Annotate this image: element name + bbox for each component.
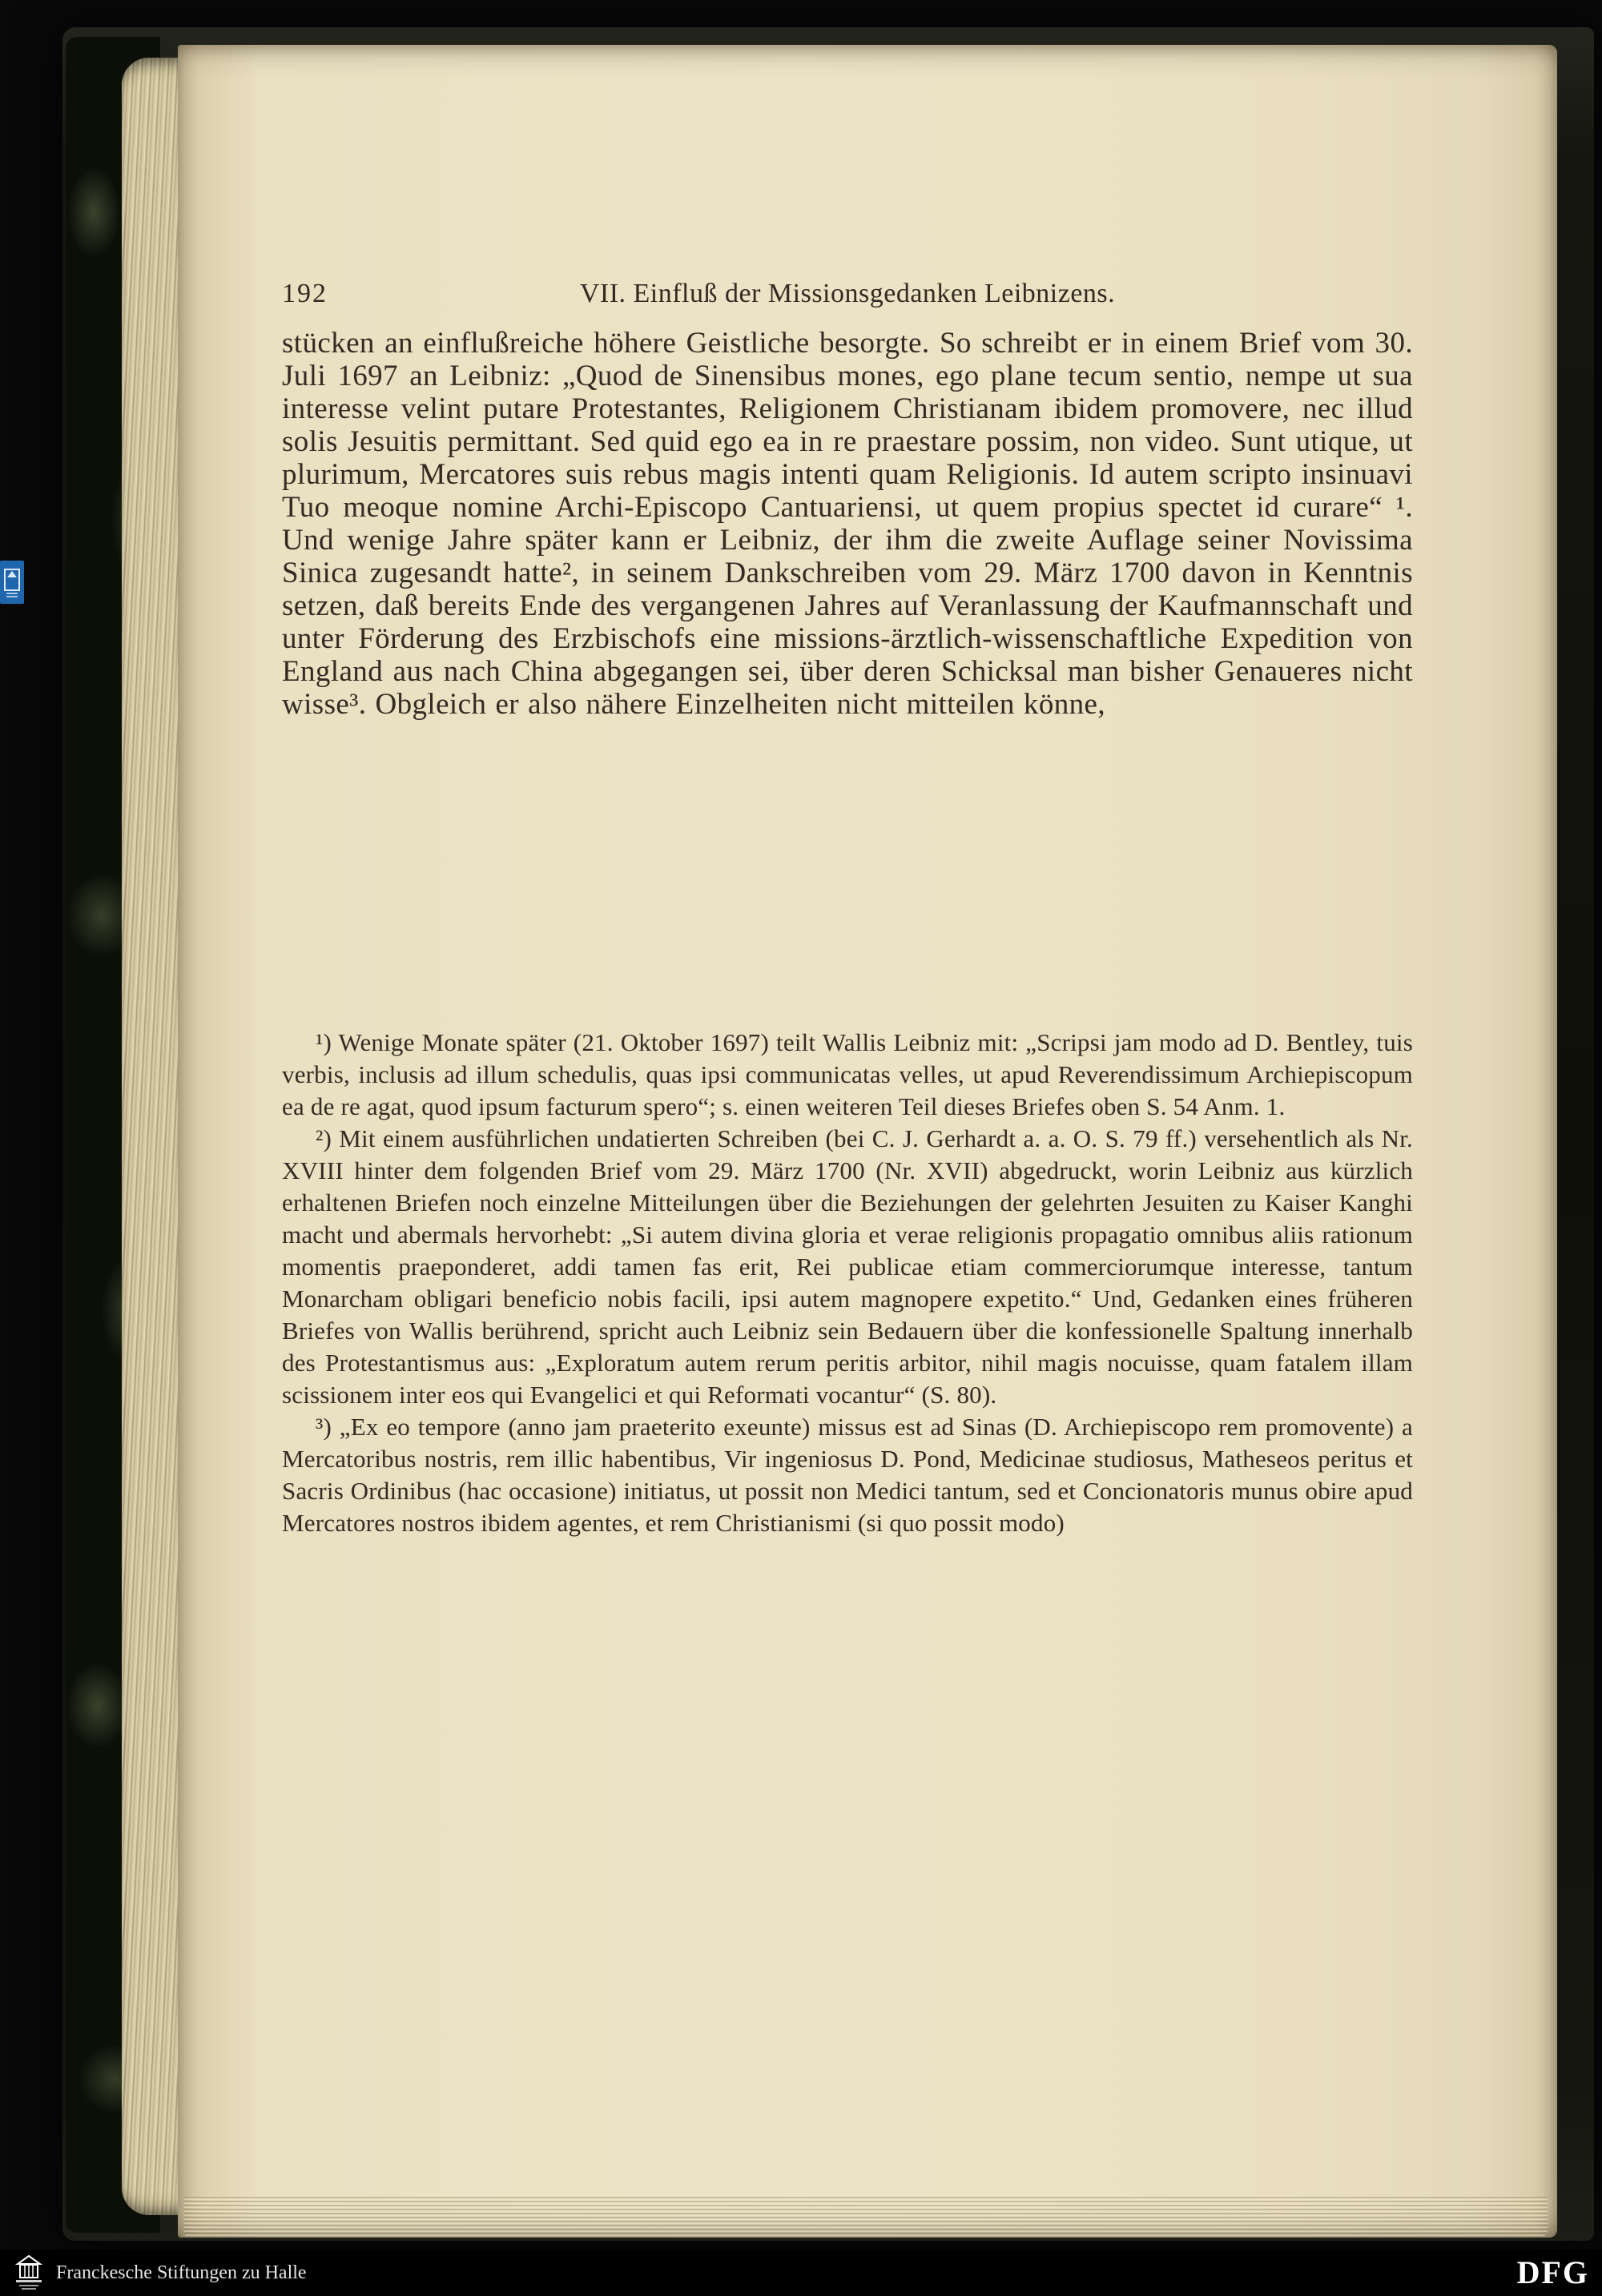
- footnote-1: ¹) Wenige Monate später (21. Oktober 1697) teilt Wallis Leibniz mit: „Scripsi jam modo ad D. Bentley, tuis verbis, inclusis ad illum schedulis, quas ipsi communicatas velles, ut apud Reverendissimum Archiepiscopum ea de re agat, quod ipsum facturum spero“; s. einen weiteren Teil dieses Briefes oben S. 54 Anm. 1.: [282, 1028, 1413, 1120]
- library-credit: [13, 2254, 307, 2291]
- page-edges-bottom: [184, 2196, 1548, 2238]
- dfg-logo: DFG: [1516, 2254, 1589, 2290]
- library-name: Franckesche Stiftungen zu Halle: [56, 2262, 307, 2283]
- running-header: VII. Einfluß der Missionsgedanken Leibnizens.: [579, 279, 1116, 308]
- page-number: 192: [282, 279, 328, 308]
- body-paragraph: stücken an einflußreiche höhere Geistliche besorgte. So schreibt er in einem Brief vom 30. Juli 1697 an Leibniz: „Quod de Sinensibus mones, ego plane tecum sentio, nempe ut sua interesse velint putare Protestantes, Religionem Christianam ibidem promovere, nec illud solis Jesuitis permittant. Sed quid ego ea in re praestare possim, non video. Sunt utique, ut plurimum, Mercatores suis rebus magis intenti quam Religionis. Id autem scripto insinuavi Tuo meoque nomine Archi-Episcopo Cantuariensi, ut quem propius spectet id curare“ ¹. Und wenige Jahre später kann er Leibniz, der ihm die zweite Auflage seiner Novissima Sinica zugesandt hatte², in seinem Dankschreiben vom 29. März 1700 davon in Kenntnis setzen, daß bereits Ende des vergangenen Jahres auf Veranlassung der Kaufmannschaft und unter Förderung des Erzbischofs eine missions-ärztlich-wissenschaftliche Expedition von England aus nach China abgegangen sei, über deren Schicksal man bisher Genaueres nicht wisse³. Obgleich er also nähere Einzelheiten nicht mitteilen könne,: [282, 327, 1413, 721]
- page-content: [282, 45, 1413, 2238]
- library-logo-icon: [13, 2254, 45, 2291]
- page-header-row: [282, 279, 1413, 314]
- footer-bar: [0, 2250, 1602, 2296]
- book-page: [178, 45, 1557, 2238]
- footnote-3: ³) „Ex eo tempore (anno jam praeterito exeunte) missus est ad Sinas (D. Archiepiscopo rem promovente) a Mercatoribus nostris, rem illic habentibus, Vir ingeniosus D. Pond, Medicinae studiosus, Matheseos peritus et Sacris Ordinibus (hac occasione) initiatus, ut possit non Medici tantum, sed et Concionatoris munus obire apud Mercatores nostros ibidem agentes, et rem Christianismi (si quo possit modo): [282, 1413, 1413, 1537]
- franckesche-watermark-icon: [0, 561, 24, 604]
- footnote-2: ²) Mit einem ausführlichen undatierten Schreiben (bei C. J. Gerhardt a. a. O. S. 79 ff.) versehentlich als Nr. XVIII hinter dem folgenden Brief vom 29. März 1700 (Nr. XVII) abgedruckt, worin Leibniz aus kürzlich erhaltenen Briefen noch einzelne Mitteilungen über die Beziehungen der gelehrten Jesuiten zu Kaiser Kanghi macht und abermals hervorhebt: „Si autem divina gloria et verae religionis propagatio omnibus aliis rationum momentis praeponderet, addi tamen fas erit, Rei publicae etiam commerciorumque interesse, tantum Monarcham obligari beneficio nobis facili, ipsi autem magnopere expetito.“ Und, Gedanken eines früheren Briefes von Wallis berührend, spricht auch Leibniz sein Bedauern über die konfessionelle Spaltung innerhalb des Protestantismus aus: „Exploratum autem rerum peritis arbitor, nihil magis nocuisse, quam fatalem illam scissionem inter eos qui Evangelici et qui Reformati vocantur“ (S. 80).: [282, 1124, 1413, 1409]
- footnotes-block: [282, 1027, 1413, 1539]
- page-edges-left: [122, 58, 183, 2215]
